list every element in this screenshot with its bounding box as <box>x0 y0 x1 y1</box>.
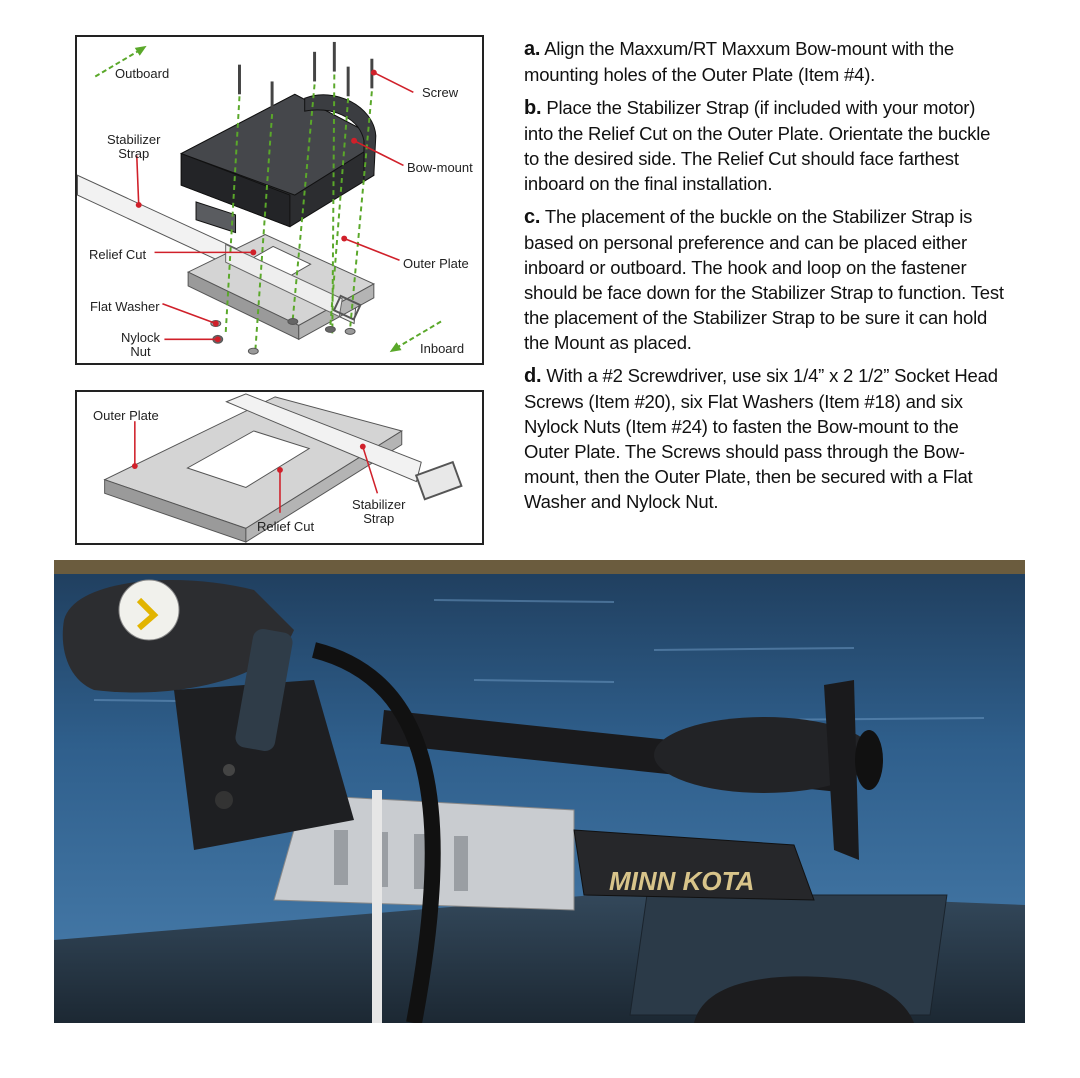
step-letter: d. <box>524 365 542 387</box>
label-stabilizer-strap <box>352 498 405 526</box>
step-a <box>524 36 1004 87</box>
step-text: The placement of the buckle on the Stabilizer Strap is based on personal preference and can be placed either inboard or outboard. The hook and loop on the fastener should be face down for the Stabilizer Strap to function. Test the placement of the Stabilizer Strap to be sure it can hold the Mount as placed. <box>524 206 1004 353</box>
trolling-motor-photo <box>54 560 1025 1023</box>
label-nylock-nut-line1: Nylock <box>121 330 161 345</box>
label-flat-washer: Flat Washer <box>90 299 160 314</box>
step-b <box>524 95 1004 196</box>
label-bow-mount: Bow-mount <box>407 160 473 175</box>
label-screw: Screw <box>422 85 459 100</box>
label-stabilizer-strap-line1: Stabilizer <box>107 132 161 147</box>
label-stabilizer-strap-line2: Strap <box>363 511 395 526</box>
step-text: With a #2 Screwdriver, use six 1/4” x 2 1/2” Socket Head Screws (Item #20), six Flat Washers (Item #18) and six Nylock Nuts (Item #24) to fasten the Bow-mount to the Outer Plate. The Screws should pass through the Bow-mount, then the Outer Plate, then be secured with a Flat Washer and Nylock Nut. <box>524 365 998 512</box>
label-outer-plate: Outer Plate <box>93 408 159 423</box>
step-text: Align the Maxxum/RT Maxxum Bow-mount with the mounting holes of the Outer Plate (Item #4). <box>524 38 955 85</box>
installation-steps <box>524 36 1004 522</box>
exploded-assembly-diagram <box>75 35 484 365</box>
label-stabilizer-strap-line2: Strap <box>118 146 150 161</box>
label-outer-plate: Outer Plate <box>403 256 469 271</box>
label-nylock-nut <box>121 331 160 359</box>
label-inboard: Inboard <box>420 341 465 356</box>
step-letter: a. <box>524 38 541 60</box>
trolling-motor-scene <box>54 560 1025 1023</box>
brand-logo-text: MINN KOTA <box>609 866 755 896</box>
label-stabilizer-strap-line1: Stabilizer <box>352 497 406 512</box>
label-relief-cut: Relief Cut <box>89 247 147 262</box>
label-relief-cut: Relief Cut <box>257 519 315 534</box>
label-stabilizer-strap <box>107 133 160 161</box>
step-c <box>524 204 1004 355</box>
step-letter: c. <box>524 206 541 228</box>
assembled-plate-diagram <box>75 390 484 545</box>
label-nylock-nut-line2: Nut <box>130 344 151 359</box>
step-letter: b. <box>524 97 542 119</box>
step-text: Place the Stabilizer Strap (if included with your motor) into the Relief Cut on the Outer Plate. Orientate the buckle to the desired side. The Relief Cut should face farthest inboard on the final installation. <box>524 97 991 194</box>
label-outboard: Outboard <box>115 66 170 81</box>
step-d <box>524 363 1004 514</box>
